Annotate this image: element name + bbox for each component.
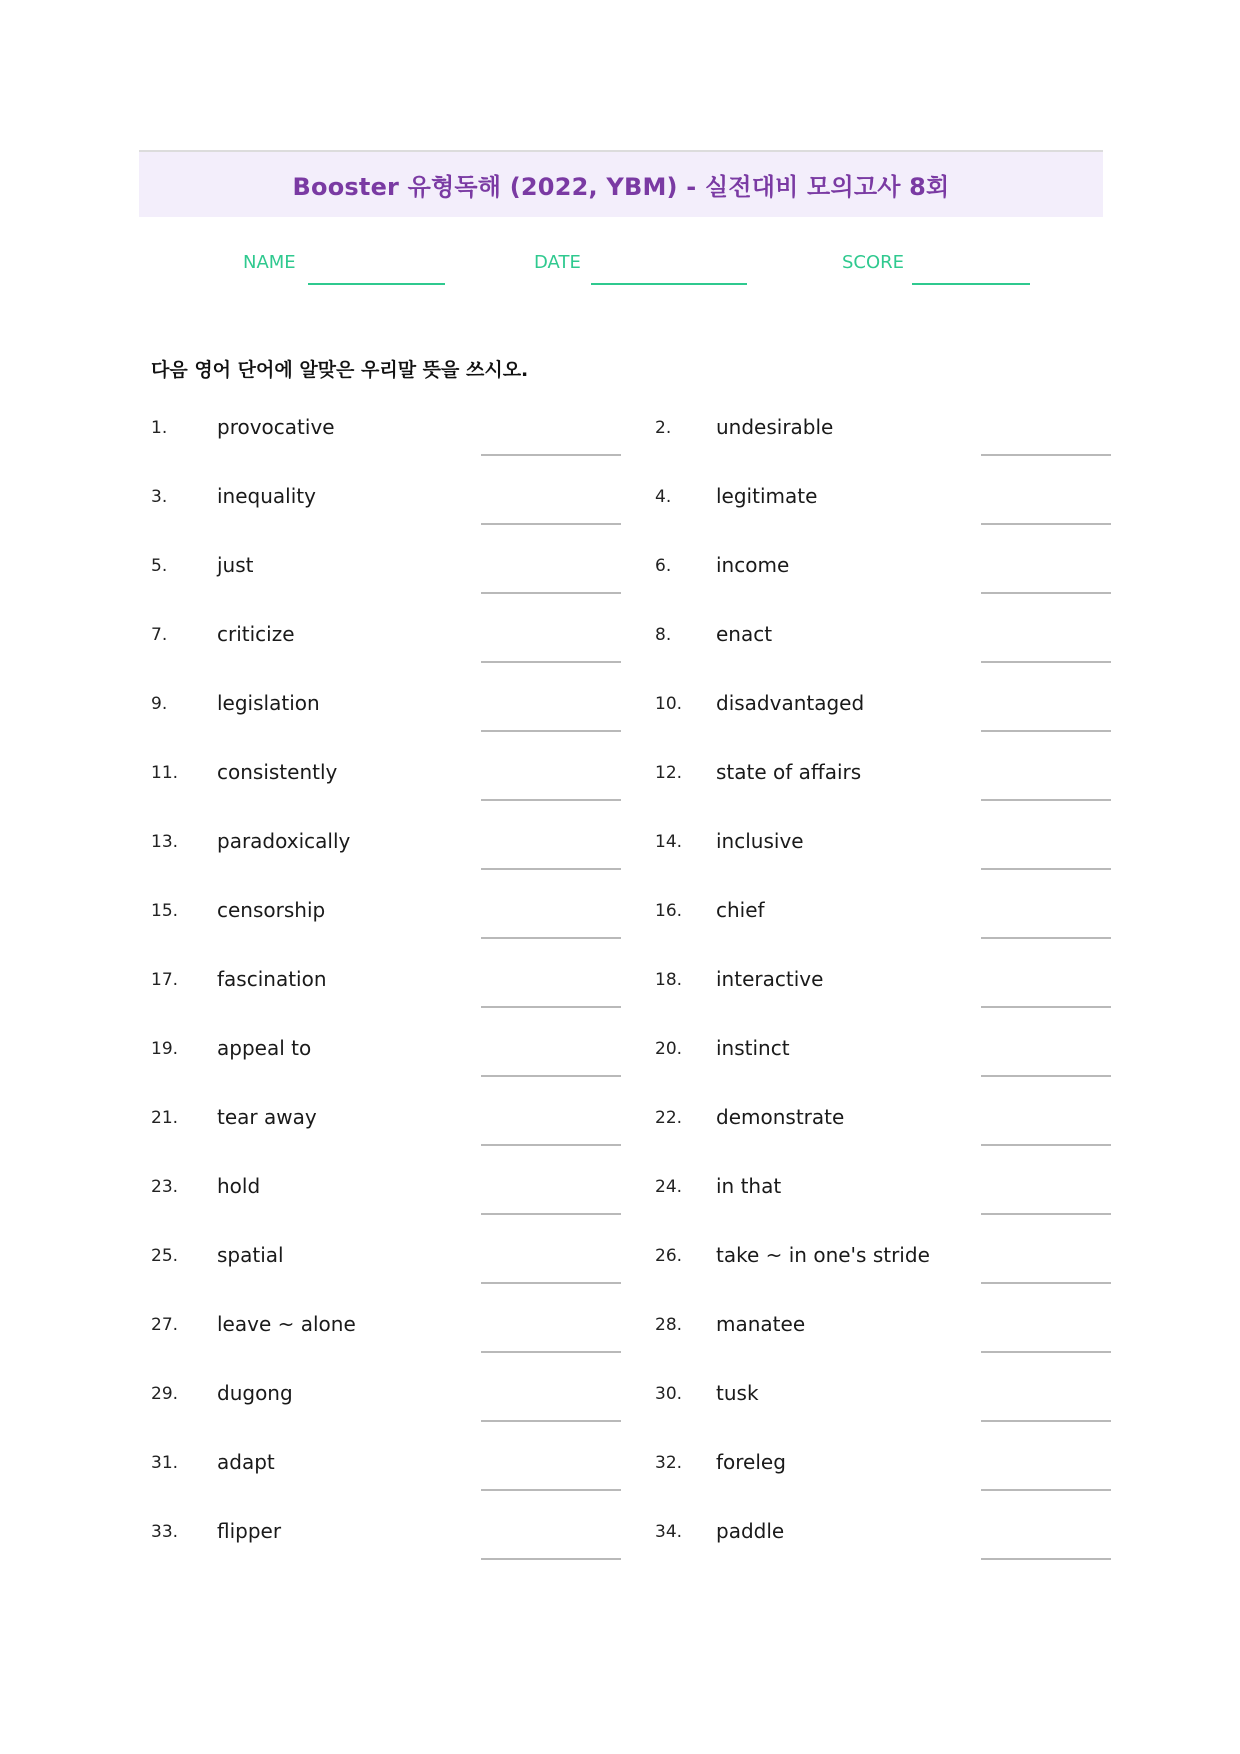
item-word: foreleg: [716, 1450, 786, 1474]
item-word: in that: [716, 1174, 782, 1198]
item-number: 27.: [151, 1315, 179, 1335]
list-item: [151, 546, 621, 615]
item-word: inclusive: [716, 829, 804, 853]
item-number: 20.: [655, 1039, 683, 1059]
list-item: [151, 684, 621, 753]
item-number: 25.: [151, 1246, 179, 1266]
list-item: [151, 1167, 621, 1236]
instruction-text: 다음 영어 단어에 알맞은 우리말 뜻을 쓰시오.: [151, 359, 529, 381]
item-number: 5.: [151, 556, 168, 576]
answer-line[interactable]: [481, 523, 621, 525]
list-item: [151, 615, 621, 684]
item-number: 14.: [655, 832, 683, 852]
title-bar: [139, 150, 1103, 217]
answer-line[interactable]: [981, 868, 1111, 870]
item-word: dugong: [217, 1381, 293, 1405]
item-number: 7.: [151, 625, 168, 645]
item-number: 23.: [151, 1177, 179, 1197]
list-item: [655, 753, 1111, 822]
item-number: 22.: [655, 1108, 683, 1128]
item-number: 9.: [151, 694, 168, 714]
item-number: 2.: [655, 418, 672, 438]
list-item: [655, 1236, 1111, 1305]
page-title: Booster 유형독해 (2022, YBM) - 실전대비 모의고사 8회: [292, 173, 950, 201]
item-number: 10.: [655, 694, 683, 714]
list-item: [151, 1305, 621, 1374]
list-item: [151, 960, 621, 1029]
answer-line[interactable]: [981, 661, 1111, 663]
answer-line[interactable]: [481, 799, 621, 801]
answer-line[interactable]: [481, 1144, 621, 1146]
item-word: flipper: [217, 1519, 282, 1543]
list-item: [655, 1512, 1111, 1581]
list-item: [151, 1029, 621, 1098]
answer-line[interactable]: [481, 730, 621, 732]
list-item: [151, 891, 621, 960]
name-field[interactable]: [308, 283, 445, 285]
list-item: [151, 822, 621, 891]
list-item: [151, 1236, 621, 1305]
item-word: provocative: [217, 415, 335, 439]
item-word: tusk: [716, 1381, 759, 1405]
item-word: censorship: [217, 898, 326, 922]
list-item: [655, 822, 1111, 891]
list-item: [151, 1512, 621, 1581]
item-word: paddle: [716, 1519, 785, 1543]
item-word: consistently: [217, 760, 338, 784]
item-number: 3.: [151, 487, 168, 507]
item-number: 24.: [655, 1177, 683, 1197]
item-number: 18.: [655, 970, 683, 990]
answer-line[interactable]: [981, 937, 1111, 939]
date-label: DATE: [534, 252, 581, 273]
answer-line[interactable]: [981, 1420, 1111, 1422]
answer-line[interactable]: [481, 454, 621, 456]
list-item: [655, 960, 1111, 1029]
item-number: 13.: [151, 832, 179, 852]
item-number: 1.: [151, 418, 168, 438]
item-word: paradoxically: [217, 829, 351, 853]
item-number: 11.: [151, 763, 179, 783]
item-number: 4.: [655, 487, 672, 507]
item-number: 33.: [151, 1522, 179, 1542]
answer-line[interactable]: [981, 1075, 1111, 1077]
list-item: [151, 477, 621, 546]
list-item: [655, 408, 1111, 477]
answer-line[interactable]: [981, 730, 1111, 732]
item-word: enact: [716, 622, 773, 646]
item-number: 32.: [655, 1453, 683, 1473]
list-item: [655, 1167, 1111, 1236]
answer-line[interactable]: [981, 799, 1111, 801]
list-item: [655, 1305, 1111, 1374]
item-number: 26.: [655, 1246, 683, 1266]
item-word: just: [217, 553, 254, 577]
item-word: tear away: [217, 1105, 317, 1129]
item-word: take ~ in one's stride: [716, 1243, 930, 1267]
answer-line[interactable]: [481, 868, 621, 870]
answer-line[interactable]: [481, 1351, 621, 1353]
list-item: [151, 1374, 621, 1443]
score-field[interactable]: [912, 283, 1030, 285]
list-item: [655, 615, 1111, 684]
item-number: 15.: [151, 901, 179, 921]
answer-line[interactable]: [981, 523, 1111, 525]
list-item: [655, 1098, 1111, 1167]
item-number: 12.: [655, 763, 683, 783]
answer-line[interactable]: [981, 1351, 1111, 1353]
answer-line[interactable]: [981, 454, 1111, 456]
score-label: SCORE: [842, 252, 905, 273]
answer-line[interactable]: [481, 1420, 621, 1422]
answer-line[interactable]: [481, 1282, 621, 1284]
item-word: manatee: [716, 1312, 806, 1336]
answer-line[interactable]: [981, 1006, 1111, 1008]
item-word: instinct: [716, 1036, 790, 1060]
item-word: demonstrate: [716, 1105, 845, 1129]
item-word: disadvantaged: [716, 691, 865, 715]
list-item: [151, 408, 621, 477]
item-word: legitimate: [716, 484, 818, 508]
answer-line[interactable]: [481, 937, 621, 939]
list-item: [655, 1443, 1111, 1512]
answer-line[interactable]: [481, 592, 621, 594]
item-word: interactive: [716, 967, 824, 991]
answer-line[interactable]: [981, 1282, 1111, 1284]
item-word: state of affairs: [716, 760, 862, 784]
item-number: 28.: [655, 1315, 683, 1335]
item-number: 8.: [655, 625, 672, 645]
item-word: spatial: [217, 1243, 284, 1267]
item-word: leave ~ alone: [217, 1312, 356, 1336]
list-item: [655, 1029, 1111, 1098]
list-item: [655, 684, 1111, 753]
answer-line[interactable]: [481, 1006, 621, 1008]
answer-line[interactable]: [481, 1489, 621, 1491]
item-number: 29.: [151, 1384, 179, 1404]
list-item: [655, 891, 1111, 960]
list-item: [151, 1098, 621, 1167]
item-word: adapt: [217, 1450, 275, 1474]
answer-line[interactable]: [981, 1144, 1111, 1146]
answer-line[interactable]: [981, 1213, 1111, 1215]
item-number: 21.: [151, 1108, 179, 1128]
answer-line[interactable]: [481, 661, 621, 663]
answer-line[interactable]: [981, 1489, 1111, 1491]
item-number: 19.: [151, 1039, 179, 1059]
item-word: undesirable: [716, 415, 834, 439]
item-word: chief: [716, 898, 765, 922]
item-word: appeal to: [217, 1036, 312, 1060]
list-item: [655, 477, 1111, 546]
item-word: hold: [217, 1174, 261, 1198]
item-word: fascination: [217, 967, 327, 991]
item-number: 31.: [151, 1453, 179, 1473]
item-number: 6.: [655, 556, 672, 576]
list-item: [655, 546, 1111, 615]
answer-line[interactable]: [981, 1558, 1111, 1560]
answer-line[interactable]: [481, 1075, 621, 1077]
answer-line[interactable]: [981, 592, 1111, 594]
item-word: income: [716, 553, 790, 577]
answer-line[interactable]: [481, 1213, 621, 1215]
item-number: 34.: [655, 1522, 683, 1542]
list-item: [151, 753, 621, 822]
list-item: [655, 1374, 1111, 1443]
item-word: criticize: [217, 622, 295, 646]
list-item: [151, 1443, 621, 1512]
item-number: 16.: [655, 901, 683, 921]
item-number: 30.: [655, 1384, 683, 1404]
answer-line[interactable]: [481, 1558, 621, 1560]
name-label: NAME: [243, 252, 296, 273]
item-word: inequality: [217, 484, 316, 508]
date-field[interactable]: [591, 283, 747, 285]
item-number: 17.: [151, 970, 179, 990]
item-word: legislation: [217, 691, 320, 715]
